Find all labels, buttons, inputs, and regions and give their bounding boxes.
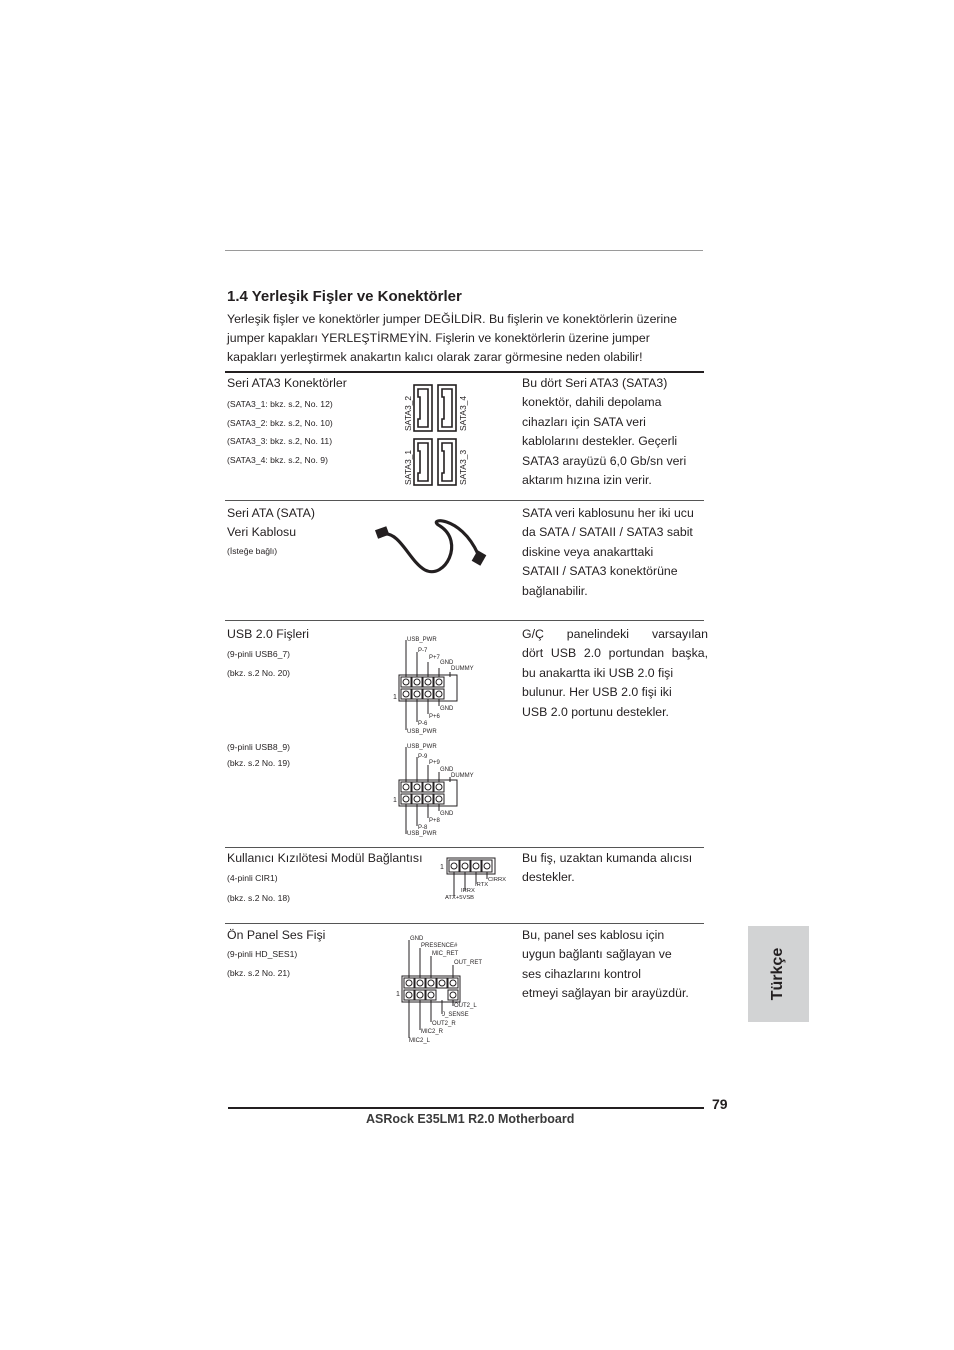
top-divider <box>225 250 703 251</box>
pin-label: P+8 <box>429 818 440 824</box>
desc-line: SATA veri kablosunu her iki ucu <box>522 506 694 520</box>
audio-note: (bkz. s.2 No. 21) <box>227 968 291 978</box>
desc-line: konektör, dahili depolama <box>522 395 662 410</box>
row-divider <box>225 500 704 501</box>
sata3-note: (SATA3_1: bkz. s.2, No. 12) <box>227 399 333 409</box>
pin1-marker: 1 <box>440 864 444 871</box>
sata-cable-image <box>370 512 500 582</box>
usb-description <box>522 625 708 722</box>
ir-note: (4-pinli CIR1) <box>227 873 278 883</box>
usb-title: USB 2.0 Fişleri <box>227 627 310 641</box>
intro-line: Yerleşik fişler ve konektörler jumper DEĞİLDİR. Bu fişlerin ve konektörlerin üzerine <box>227 312 677 326</box>
sata3-note: (SATA3_4: bkz. s.2, No. 9) <box>227 455 328 465</box>
desc-line: bağlanabilir. <box>522 583 588 598</box>
language-tab-label: Türkçe <box>769 947 786 1001</box>
sata3-note: (SATA3_3: bkz. s.2, No. 11) <box>227 436 333 446</box>
row-divider <box>225 923 704 924</box>
pin-label: GND <box>410 936 424 942</box>
pin-label: MIC2_L <box>409 1038 431 1044</box>
audio-description <box>522 926 708 1004</box>
pin-label: IRTX <box>475 882 489 888</box>
ir-title: Kullanıcı Kızılötesi Modül Bağlantısı <box>227 851 423 865</box>
usb-note: (bkz. s.2 No. 20) <box>227 668 291 678</box>
footer-product: ASRock E35LM1 R2.0 Motherboard <box>366 1112 575 1126</box>
pin-label: CIRRX <box>488 877 507 883</box>
audio-header-diagram <box>393 930 493 1046</box>
pin-label: USB_PWR <box>407 637 437 643</box>
intro-line: jumper kapakları YERLEŞTİRMEYİN. Fişlerin ve konektörlerin üzerine jumper <box>227 331 650 345</box>
section-title: 1.4 Yerleşik Fişler ve Konektörler <box>227 288 462 305</box>
desc-line: da SATA / SATAII / SATA3 sabit <box>522 525 693 540</box>
desc-line: etmeyi sağlayan bir arayüzdür. <box>522 986 689 1001</box>
usb-header-2-diagram <box>390 740 490 840</box>
desc-line: aktarım hızına izin verir. <box>522 473 652 488</box>
pin-label: USB_PWR <box>407 831 437 837</box>
pin-label: GND <box>440 706 454 712</box>
pin-label: OUT_RET <box>454 960 483 966</box>
desc-line: SATAII / SATA3 konektörüne <box>522 564 678 579</box>
sata3-1-label: SATA3_1 <box>403 449 413 485</box>
desc-line: G/Ç panelindeki varsayılan <box>522 627 708 641</box>
sata-cable-title: Seri ATA (SATA) <box>227 506 315 520</box>
pin-label: GND <box>440 767 454 773</box>
pin1-marker: 1 <box>393 797 397 804</box>
desc-line: ses cihazlarını kontrol <box>522 966 641 981</box>
sata3-title: Seri ATA3 Konektörler <box>227 376 347 390</box>
pin-label: ATX+5VSB <box>445 895 475 901</box>
desc-line: SATA3 arayüzü 6,0 Gb/sn veri <box>522 453 687 468</box>
ir-note: (bkz. s.2 No. 18) <box>227 893 291 903</box>
row-divider <box>225 847 704 848</box>
row-divider <box>225 620 704 621</box>
desc-line: Bu fiş, uzaktan kumanda alıcısı <box>522 851 693 865</box>
desc-line: bu anakartta iki USB 2.0 fişi <box>522 665 674 680</box>
pin-label: J_SENSE <box>442 1012 469 1018</box>
usb-note: (bkz. s.2 No. 19) <box>227 758 291 768</box>
sata-cable-description <box>522 504 708 601</box>
audio-title: Ön Panel Ses Fişi <box>227 928 326 942</box>
pin1-marker: 1 <box>393 694 397 701</box>
desc-line: kablolarını destekler. Geçerli <box>522 434 678 449</box>
ir-header-diagram <box>438 855 508 905</box>
usb-note: (9-pinli USB8_9) <box>227 742 291 752</box>
pin-label: OUT2_L <box>454 1003 477 1009</box>
desc-line: uygun bağlantı sağlayan ve <box>522 947 672 962</box>
desc-line: cihazları için SATA veri <box>522 414 646 429</box>
desc-line: destekler. <box>522 870 575 885</box>
desc-line: Bu dört Seri ATA3 (SATA3) <box>522 376 668 390</box>
pin-label: P-7 <box>418 648 428 654</box>
sata3-note: (SATA3_2: bkz. s.2, No. 10) <box>227 418 333 428</box>
sata3-3-label: SATA3_3 <box>458 449 468 485</box>
pin-label: MIC2_R <box>421 1029 444 1035</box>
pin-label: P-9 <box>418 754 428 760</box>
sata3-connector-diagram <box>398 381 478 491</box>
pin-label: GND <box>440 811 454 817</box>
intro-paragraph <box>227 310 705 367</box>
pin-label: P-6 <box>418 721 428 727</box>
pin-label: USB_PWR <box>407 729 437 735</box>
footer-rule <box>228 1107 704 1109</box>
pin-label: USB_PWR <box>407 744 437 750</box>
pin-label: DUMMY <box>451 666 474 672</box>
pin-label: MIC_RET <box>432 951 459 957</box>
pin-label: IRRX <box>461 888 475 894</box>
pin-label: P-8 <box>418 825 428 831</box>
pin-label: PRESENCE# <box>421 943 458 949</box>
usb-header-1-diagram <box>390 630 490 740</box>
audio-note: (9-pinli HD_SES1) <box>227 949 298 959</box>
desc-line: dört USB 2.0 portundan başka, <box>522 646 708 661</box>
desc-line: USB 2.0 portunu destekler. <box>522 704 669 719</box>
page-number: 79 <box>712 1096 728 1112</box>
pin-label: OUT2_R <box>432 1021 456 1027</box>
sata-cable-title: Veri Kablosu <box>227 525 297 539</box>
sata-cable-note: (İsteğe bağlı) <box>227 546 278 556</box>
table-top-rule <box>225 371 704 373</box>
intro-line: kapakları yerleştirmek anakartın kalıcı olarak zarar görmesine neden olabilir! <box>227 350 643 364</box>
pin1-marker: 1 <box>396 991 400 998</box>
pin-label: P+6 <box>429 714 440 720</box>
pin-label: DUMMY <box>451 773 474 779</box>
desc-line: diskine veya anakarttaki <box>522 544 654 559</box>
pin-label: P+7 <box>429 655 440 661</box>
desc-line: bulunur. Her USB 2.0 fişi iki <box>522 685 672 700</box>
sata3-2-label: SATA3_2 <box>403 395 413 431</box>
desc-line: Bu, panel ses kablosu için <box>522 928 665 942</box>
ir-description <box>522 849 708 888</box>
usb-note: (9-pinli USB6_7) <box>227 649 291 659</box>
sata3-description <box>522 374 708 490</box>
pin-label: P+9 <box>429 760 440 766</box>
pin-label: GND <box>440 660 454 666</box>
sata3-4-label: SATA3_4 <box>458 395 468 431</box>
